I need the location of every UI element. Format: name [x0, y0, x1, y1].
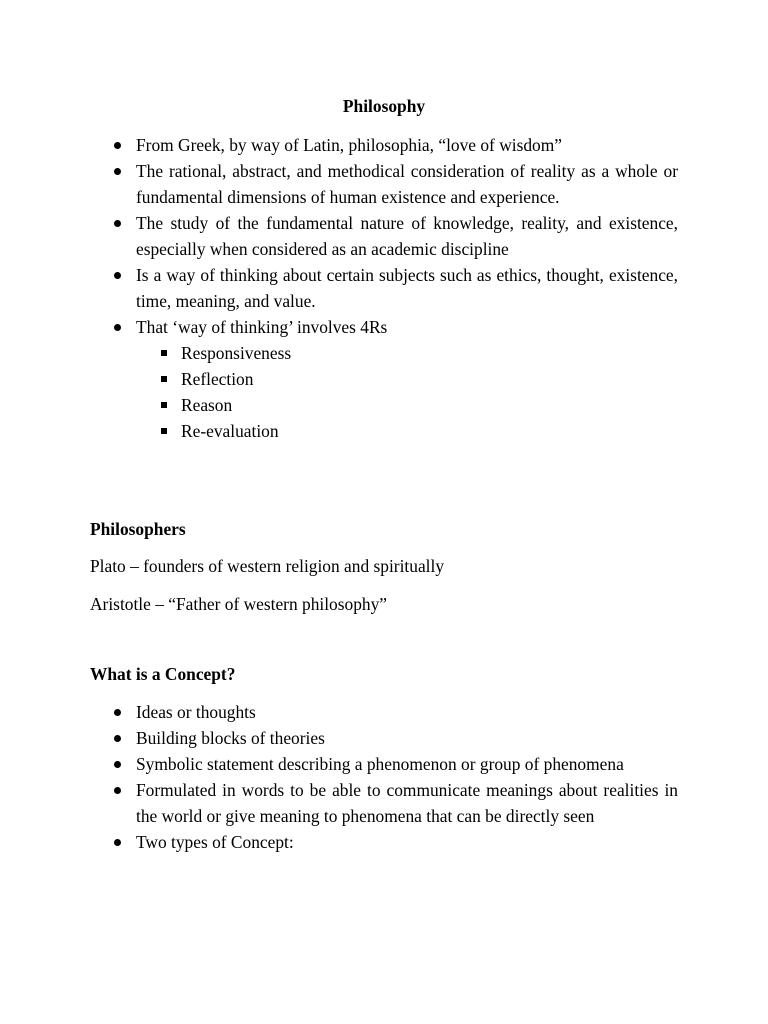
bullet-icon — [114, 272, 121, 279]
list-item-text: Building blocks of theories — [136, 728, 325, 748]
sub-list-item-text: Responsiveness — [181, 343, 292, 363]
sub-list-item — [160, 418, 678, 444]
list-item-text: That ‘way of thinking’ involves 4Rs — [136, 317, 388, 337]
sub-list-item — [160, 392, 678, 418]
sub-list-item — [160, 366, 678, 392]
bullet-icon — [114, 709, 121, 716]
list-item — [110, 829, 678, 855]
square-bullet-icon — [161, 350, 167, 356]
list-item-text: The study of the fundamental nature of knowledge, reality, and existence, especially when considered as an academic discipline — [136, 213, 678, 259]
aristotle-line: Aristotle – “Father of western philosophy” — [90, 594, 388, 614]
list-item-text: Two types of Concept: — [136, 832, 294, 852]
bullet-icon — [114, 324, 121, 331]
list-item — [110, 210, 678, 262]
philosophers-heading: Philosophers — [90, 519, 186, 539]
sub-list-item-text: Reason — [181, 395, 233, 415]
list-item-text: From Greek, by way of Latin, philosophia, “love of wisdom” — [136, 135, 562, 155]
list-item — [110, 751, 678, 777]
list-item-text: Ideas or thoughts — [136, 702, 256, 722]
list-item-text: Formulated in words to be able to communicate meanings about realities in the world or give meaning to phenomena that can be directly seen — [136, 780, 678, 826]
list-item-text: Is a way of thinking about certain subjects such as ethics, thought, existence, time, meaning, and value. — [136, 265, 678, 311]
plato-line: Plato – founders of western religion and spiritually — [90, 556, 445, 576]
concept-list — [110, 699, 678, 855]
page-title: Philosophy — [342, 96, 426, 116]
list-item — [110, 777, 678, 829]
bullet-icon — [114, 761, 121, 768]
square-bullet-icon — [161, 402, 167, 408]
list-item-text: The rational, abstract, and methodical consideration of reality as a whole or fundamental dimensions of human existence and experience. — [136, 161, 678, 207]
bullet-icon — [114, 220, 121, 227]
sub-list-item-text: Re-evaluation — [181, 421, 279, 441]
square-bullet-icon — [161, 428, 167, 434]
bullet-icon — [114, 787, 121, 794]
bullet-icon — [114, 168, 121, 175]
bullet-icon — [114, 735, 121, 742]
square-bullet-icon — [161, 376, 167, 382]
list-item — [110, 132, 678, 158]
list-item-text: Symbolic statement describing a phenomenon or group of phenomena — [136, 754, 624, 774]
sub-list-item-text: Reflection — [181, 369, 254, 389]
bullet-icon — [114, 142, 121, 149]
list-item — [110, 262, 678, 314]
list-item — [110, 158, 678, 210]
list-item — [110, 699, 678, 725]
sub-list-item — [160, 340, 678, 366]
bullet-icon — [114, 839, 121, 846]
definition-list — [110, 132, 678, 444]
list-item — [110, 314, 678, 444]
concept-heading: What is a Concept? — [90, 664, 236, 684]
four-rs-list — [160, 340, 678, 444]
list-item — [110, 725, 678, 751]
